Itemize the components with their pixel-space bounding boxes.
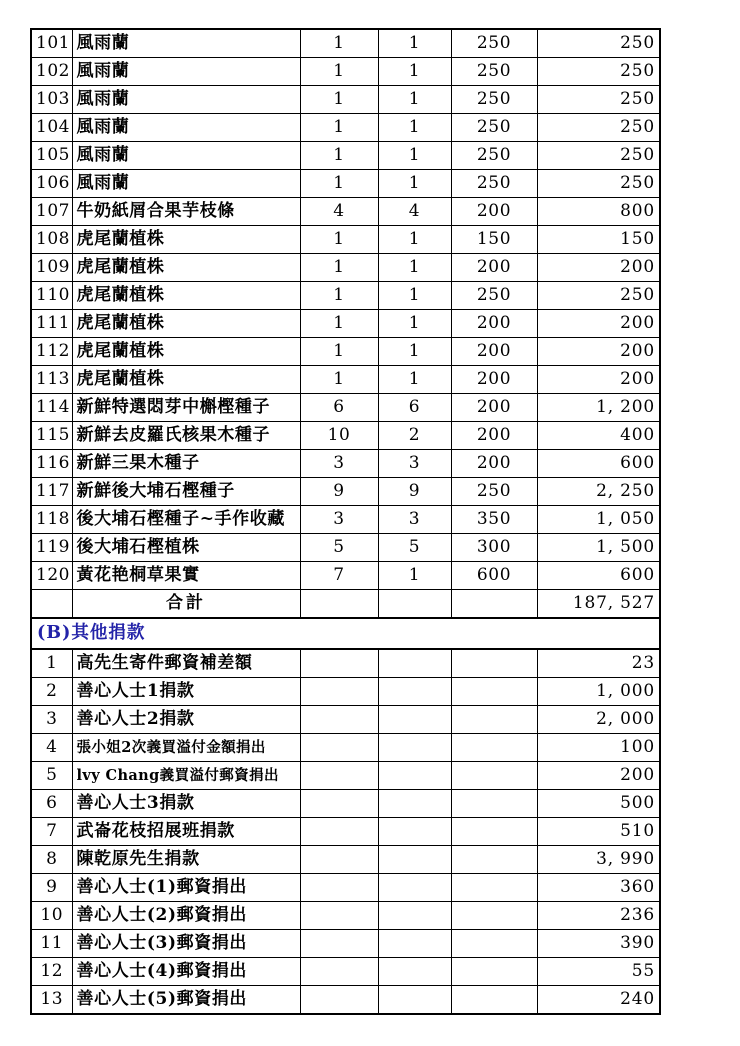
table-row (31, 338, 660, 366)
row-number: 115 (31, 422, 72, 450)
row-number: 106 (31, 170, 72, 198)
donation-description: 善心人士(1)郵資捐出 (72, 874, 300, 902)
unit-price: 200 (451, 450, 537, 478)
quantity-one: 10 (300, 422, 378, 450)
amount: 2, 000 (537, 706, 660, 734)
row-number: 5 (31, 762, 72, 790)
quantity-two: 9 (378, 478, 451, 506)
amount: 1, 050 (537, 506, 660, 534)
amount: 2, 250 (537, 478, 660, 506)
table-row (31, 734, 660, 762)
unit-price (451, 734, 537, 762)
quantity-one: 1 (300, 58, 378, 86)
item-name: 風雨蘭 (72, 58, 300, 86)
table-row (31, 649, 660, 678)
donation-description: 善心人士1捐款 (72, 678, 300, 706)
amount: 250 (537, 86, 660, 114)
unit-price: 350 (451, 506, 537, 534)
unit-price (451, 649, 537, 678)
table-row (31, 394, 660, 422)
row-number: 12 (31, 958, 72, 986)
donation-description: 高先生寄件郵資補差額 (72, 649, 300, 678)
unit-price: 250 (451, 86, 537, 114)
table-body (31, 29, 660, 1014)
amount: 236 (537, 902, 660, 930)
quantity-two (378, 958, 451, 986)
item-name: 後大埔石樫植株 (72, 534, 300, 562)
quantity-two (378, 846, 451, 874)
amount: 250 (537, 114, 660, 142)
table-row (31, 958, 660, 986)
item-name: 新鮮後大埔石樫種子 (72, 478, 300, 506)
amount: 800 (537, 198, 660, 226)
unit-price: 250 (451, 58, 537, 86)
table-row (31, 254, 660, 282)
amount: 250 (537, 58, 660, 86)
unit-price: 200 (451, 254, 537, 282)
unit-price: 200 (451, 310, 537, 338)
item-name: 黃花艳桐草果實 (72, 562, 300, 590)
row-number: 1 (31, 649, 72, 678)
quantity-two: 2 (378, 422, 451, 450)
quantity-one (300, 958, 378, 986)
quantity-two (378, 874, 451, 902)
quantity-two: 1 (378, 254, 451, 282)
row-number: 114 (31, 394, 72, 422)
quantity-one: 5 (300, 534, 378, 562)
unit-price: 200 (451, 338, 537, 366)
quantity-two: 1 (378, 86, 451, 114)
table-row (31, 478, 660, 506)
quantity-one: 7 (300, 562, 378, 590)
unit-price (451, 678, 537, 706)
item-name: 風雨蘭 (72, 170, 300, 198)
row-number: 13 (31, 986, 72, 1015)
total-spacer (31, 590, 72, 619)
donation-ledger-table (30, 28, 661, 1015)
donation-description: lvy Chang義買溢付郵資捐出 (72, 762, 300, 790)
donation-description: 善心人士(2)郵資捐出 (72, 902, 300, 930)
table-row (31, 282, 660, 310)
table-row (31, 678, 660, 706)
item-name: 牛奶紙屑合果芋枝條 (72, 198, 300, 226)
amount: 360 (537, 874, 660, 902)
section-b-header-row (31, 618, 660, 649)
unit-price: 600 (451, 562, 537, 590)
quantity-one (300, 874, 378, 902)
total-qty-two (378, 590, 451, 619)
donation-description: 善心人士(3)郵資捐出 (72, 930, 300, 958)
amount: 510 (537, 818, 660, 846)
quantity-two: 1 (378, 170, 451, 198)
donation-description: 善心人士(4)郵資捐出 (72, 958, 300, 986)
total-label: 合計 (72, 590, 300, 619)
table-row (31, 170, 660, 198)
amount: 250 (537, 282, 660, 310)
row-number: 109 (31, 254, 72, 282)
quantity-two (378, 706, 451, 734)
total-amount: 187, 527 (537, 590, 660, 619)
quantity-two (378, 902, 451, 930)
quantity-two: 6 (378, 394, 451, 422)
quantity-two: 4 (378, 198, 451, 226)
quantity-two (378, 649, 451, 678)
quantity-one: 1 (300, 170, 378, 198)
unit-price: 250 (451, 29, 537, 58)
quantity-two (378, 734, 451, 762)
quantity-one: 1 (300, 29, 378, 58)
amount: 55 (537, 958, 660, 986)
amount: 200 (537, 254, 660, 282)
unit-price (451, 902, 537, 930)
table-row (31, 29, 660, 58)
donation-description: 張小姐2次義買溢付金額捐出 (72, 734, 300, 762)
row-number: 103 (31, 86, 72, 114)
unit-price: 250 (451, 170, 537, 198)
row-number: 10 (31, 902, 72, 930)
item-name: 後大埔石樫種子~手作收藏 (72, 506, 300, 534)
amount: 200 (537, 366, 660, 394)
quantity-one (300, 986, 378, 1015)
quantity-one (300, 649, 378, 678)
row-number: 118 (31, 506, 72, 534)
unit-price: 250 (451, 114, 537, 142)
unit-price (451, 846, 537, 874)
ledger-sheet (30, 28, 659, 1015)
item-name: 虎尾蘭植株 (72, 282, 300, 310)
item-name: 虎尾蘭植株 (72, 338, 300, 366)
quantity-one: 1 (300, 338, 378, 366)
row-number: 120 (31, 562, 72, 590)
row-number: 9 (31, 874, 72, 902)
table-row (31, 902, 660, 930)
quantity-one: 3 (300, 506, 378, 534)
unit-price (451, 986, 537, 1015)
section-b-header-cell (31, 618, 660, 649)
quantity-one (300, 734, 378, 762)
amount: 23 (537, 649, 660, 678)
item-name: 風雨蘭 (72, 114, 300, 142)
row-number: 6 (31, 790, 72, 818)
quantity-two: 1 (378, 226, 451, 254)
unit-price (451, 874, 537, 902)
item-name: 風雨蘭 (72, 86, 300, 114)
quantity-one (300, 762, 378, 790)
amount: 250 (537, 142, 660, 170)
quantity-two: 1 (378, 562, 451, 590)
row-number: 4 (31, 734, 72, 762)
quantity-two (378, 986, 451, 1015)
unit-price: 250 (451, 142, 537, 170)
item-name: 風雨蘭 (72, 142, 300, 170)
amount: 250 (537, 170, 660, 198)
row-number: 111 (31, 310, 72, 338)
section-b-title: (B)其他捐款 (37, 623, 146, 644)
donation-description: 武崙花枝招展班捐款 (72, 818, 300, 846)
quantity-two: 1 (378, 366, 451, 394)
amount: 600 (537, 562, 660, 590)
row-number: 112 (31, 338, 72, 366)
table-row (31, 534, 660, 562)
quantity-one: 1 (300, 86, 378, 114)
item-name: 新鮮去皮羅氏核果木種子 (72, 422, 300, 450)
table-row (31, 874, 660, 902)
quantity-one (300, 846, 378, 874)
total-price (451, 590, 537, 619)
unit-price (451, 818, 537, 846)
item-name: 虎尾蘭植株 (72, 366, 300, 394)
row-number: 116 (31, 450, 72, 478)
amount: 390 (537, 930, 660, 958)
table-row (31, 86, 660, 114)
quantity-one: 9 (300, 478, 378, 506)
quantity-two: 1 (378, 310, 451, 338)
unit-price: 200 (451, 422, 537, 450)
quantity-one: 1 (300, 282, 378, 310)
unit-price (451, 790, 537, 818)
quantity-two: 1 (378, 282, 451, 310)
table-row (31, 790, 660, 818)
row-number: 2 (31, 678, 72, 706)
donation-description: 善心人士3捐款 (72, 790, 300, 818)
table-row (31, 930, 660, 958)
total-qty-one (300, 590, 378, 619)
quantity-two: 1 (378, 29, 451, 58)
table-row (31, 706, 660, 734)
quantity-two (378, 930, 451, 958)
table-row (31, 58, 660, 86)
quantity-two: 1 (378, 338, 451, 366)
unit-price: 200 (451, 198, 537, 226)
unit-price: 300 (451, 534, 537, 562)
amount: 200 (537, 762, 660, 790)
quantity-two: 1 (378, 58, 451, 86)
quantity-one: 1 (300, 226, 378, 254)
row-number: 102 (31, 58, 72, 86)
amount: 500 (537, 790, 660, 818)
unit-price (451, 958, 537, 986)
row-number: 113 (31, 366, 72, 394)
row-number: 101 (31, 29, 72, 58)
item-name: 虎尾蘭植株 (72, 310, 300, 338)
quantity-two: 1 (378, 114, 451, 142)
amount: 150 (537, 226, 660, 254)
unit-price: 200 (451, 366, 537, 394)
unit-price: 150 (451, 226, 537, 254)
amount: 100 (537, 734, 660, 762)
item-name: 新鮮特選悶芽中槲樫種子 (72, 394, 300, 422)
row-number: 117 (31, 478, 72, 506)
table-row (31, 422, 660, 450)
unit-price: 250 (451, 478, 537, 506)
unit-price: 200 (451, 394, 537, 422)
quantity-two: 5 (378, 534, 451, 562)
table-row (31, 450, 660, 478)
quantity-two (378, 762, 451, 790)
unit-price: 250 (451, 282, 537, 310)
quantity-one (300, 790, 378, 818)
table-row (31, 198, 660, 226)
amount: 600 (537, 450, 660, 478)
amount: 1, 500 (537, 534, 660, 562)
quantity-two: 3 (378, 450, 451, 478)
quantity-one: 1 (300, 310, 378, 338)
table-row (31, 226, 660, 254)
quantity-one (300, 678, 378, 706)
row-number: 8 (31, 846, 72, 874)
row-number: 11 (31, 930, 72, 958)
quantity-one (300, 818, 378, 846)
amount: 1, 200 (537, 394, 660, 422)
donation-description: 陳乾原先生捐款 (72, 846, 300, 874)
quantity-one (300, 902, 378, 930)
table-row (31, 846, 660, 874)
quantity-two (378, 678, 451, 706)
amount: 200 (537, 338, 660, 366)
quantity-one: 1 (300, 142, 378, 170)
quantity-one (300, 930, 378, 958)
row-number: 105 (31, 142, 72, 170)
item-name: 新鮮三果木種子 (72, 450, 300, 478)
unit-price (451, 762, 537, 790)
item-name: 虎尾蘭植株 (72, 254, 300, 282)
row-number: 107 (31, 198, 72, 226)
row-number: 110 (31, 282, 72, 310)
row-number: 119 (31, 534, 72, 562)
amount: 400 (537, 422, 660, 450)
table-row (31, 366, 660, 394)
donation-description: 善心人士2捐款 (72, 706, 300, 734)
unit-price (451, 930, 537, 958)
quantity-one: 1 (300, 114, 378, 142)
quantity-one: 1 (300, 366, 378, 394)
table-row (31, 506, 660, 534)
row-number: 3 (31, 706, 72, 734)
item-name: 虎尾蘭植株 (72, 226, 300, 254)
table-row (31, 142, 660, 170)
amount: 250 (537, 29, 660, 58)
quantity-one (300, 706, 378, 734)
quantity-two: 1 (378, 142, 451, 170)
item-name: 風雨蘭 (72, 29, 300, 58)
quantity-two (378, 790, 451, 818)
table-row (31, 762, 660, 790)
row-number: 7 (31, 818, 72, 846)
row-number: 104 (31, 114, 72, 142)
donation-description: 善心人士(5)郵資捐出 (72, 986, 300, 1015)
row-number: 108 (31, 226, 72, 254)
amount: 3, 990 (537, 846, 660, 874)
amount: 240 (537, 986, 660, 1015)
amount: 200 (537, 310, 660, 338)
total-row (31, 590, 660, 619)
quantity-one: 6 (300, 394, 378, 422)
table-row (31, 114, 660, 142)
table-row (31, 310, 660, 338)
quantity-two (378, 818, 451, 846)
unit-price (451, 706, 537, 734)
quantity-two: 3 (378, 506, 451, 534)
quantity-one: 3 (300, 450, 378, 478)
table-row (31, 818, 660, 846)
amount: 1, 000 (537, 678, 660, 706)
table-row (31, 986, 660, 1015)
table-row (31, 562, 660, 590)
quantity-one: 1 (300, 254, 378, 282)
quantity-one: 4 (300, 198, 378, 226)
